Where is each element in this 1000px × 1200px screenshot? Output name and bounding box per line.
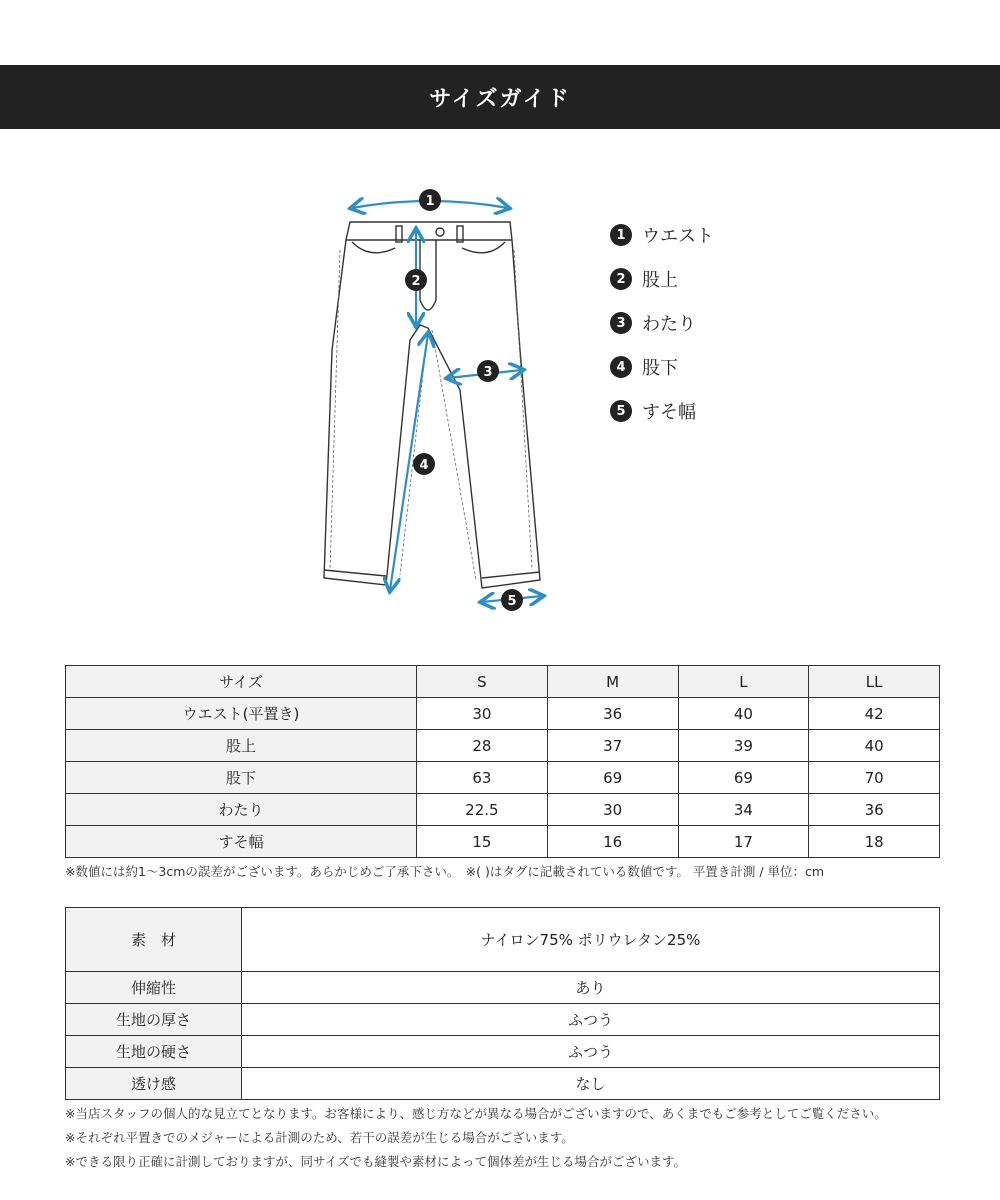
- svg-text:5: 5: [507, 594, 517, 609]
- legend-label: すそ幅: [642, 402, 696, 423]
- table-cell: ウエスト(平置き): [66, 698, 417, 730]
- legend-num: 1: [610, 224, 632, 246]
- table-row: [66, 972, 940, 1004]
- note-line: ※できる限り正確に計測しておりますが、同サイズでも縫製や素材によって個体差が生じる場合がございます。: [65, 1154, 686, 1169]
- legend-item-thigh: [610, 301, 714, 345]
- table-cell: 36: [547, 698, 678, 730]
- pants-outline: [324, 222, 540, 588]
- pants-diagram: [300, 180, 580, 620]
- measurement-legend: [610, 213, 714, 433]
- table-row: [66, 698, 940, 730]
- svg-text:3: 3: [483, 365, 493, 380]
- table-row: [66, 1004, 940, 1036]
- material-table: [65, 907, 940, 1100]
- badge-2: [405, 269, 427, 291]
- table-row: [66, 794, 940, 826]
- table-row: [66, 826, 940, 858]
- table-cell: 37: [547, 730, 678, 762]
- table-cell: 39: [678, 730, 809, 762]
- table-cell: 34: [678, 794, 809, 826]
- table-cell: 生地の硬さ: [66, 1036, 242, 1068]
- legend-label: 股下: [642, 358, 678, 379]
- table-cell: 30: [547, 794, 678, 826]
- table-cell: すそ幅: [66, 826, 417, 858]
- legend-num: 5: [610, 400, 632, 422]
- legend-item-inseam: [610, 345, 714, 389]
- table-cell: M: [547, 666, 678, 698]
- legend-num: 2: [610, 268, 632, 290]
- table-cell: 股下: [66, 762, 417, 794]
- table-row: [66, 762, 940, 794]
- table-cell: 63: [417, 762, 548, 794]
- table-cell: 生地の厚さ: [66, 1004, 242, 1036]
- legend-num: 3: [610, 312, 632, 334]
- table-cell: 15: [417, 826, 548, 858]
- svg-text:2: 2: [411, 274, 421, 289]
- table-row: [66, 1068, 940, 1100]
- legend-label: 股上: [642, 270, 678, 291]
- table-cell: 69: [678, 762, 809, 794]
- table-cell: 40: [809, 730, 940, 762]
- table-cell: 透け感: [66, 1068, 242, 1100]
- page-title: サイズガイド: [429, 86, 571, 112]
- table-cell: 18: [809, 826, 940, 858]
- table-cell: 36: [809, 794, 940, 826]
- table-cell: 42: [809, 698, 940, 730]
- table-cell: 70: [809, 762, 940, 794]
- table-cell: サイズ: [66, 666, 417, 698]
- table-row: [66, 730, 940, 762]
- badge-3: [477, 360, 499, 382]
- size-table: [65, 665, 940, 858]
- table-cell: 28: [417, 730, 548, 762]
- legend-num: 4: [610, 356, 632, 378]
- table-cell: 22.5: [417, 794, 548, 826]
- table-row: [66, 1036, 940, 1068]
- badge-1: [419, 189, 441, 211]
- table-cell: ふつう: [242, 1004, 940, 1036]
- table-cell: 40: [678, 698, 809, 730]
- table-cell: 伸縮性: [66, 972, 242, 1004]
- table-cell: 素 材: [66, 908, 242, 972]
- table-cell: 17: [678, 826, 809, 858]
- legend-label: わたり: [642, 314, 696, 335]
- table-cell: 69: [547, 762, 678, 794]
- size-note: ※数値には約1〜3cmの誤差がございます。あらかじめご了承下さい。 ※( )はタグに記載されている数値です。 平置き計測 / 単位：cm: [65, 864, 825, 879]
- table-cell: 30: [417, 698, 548, 730]
- badge-4: [413, 453, 435, 475]
- legend-item-waist: [610, 213, 714, 257]
- svg-text:4: 4: [419, 458, 429, 473]
- size-table-header: [66, 666, 940, 698]
- table-cell: 16: [547, 826, 678, 858]
- legend-item-hem: [610, 389, 714, 433]
- table-cell: ふつう: [242, 1036, 940, 1068]
- table-cell: ナイロン75% ポリウレタン25%: [242, 908, 940, 972]
- table-cell: LL: [809, 666, 940, 698]
- table-cell: わたり: [66, 794, 417, 826]
- note-line: ※それぞれ平置きでのメジャーによる計測のため、若干の誤差が生じる場合がございます。: [65, 1130, 574, 1145]
- table-row: [66, 908, 940, 972]
- legend-label: ウエスト: [642, 226, 714, 247]
- note-line: ※当店スタッフの個人的な見立てとなります。お客様により、感じ方などが異なる場合がございますので、あくまでもご参考としてご覧ください。: [65, 1106, 887, 1121]
- table-cell: なし: [242, 1068, 940, 1100]
- svg-text:1: 1: [425, 194, 435, 209]
- table-cell: 股上: [66, 730, 417, 762]
- legend-item-rise: [610, 257, 714, 301]
- page-title-bar: [0, 65, 1000, 129]
- table-cell: L: [678, 666, 809, 698]
- table-cell: あり: [242, 972, 940, 1004]
- badge-5: [501, 589, 523, 611]
- table-cell: S: [417, 666, 548, 698]
